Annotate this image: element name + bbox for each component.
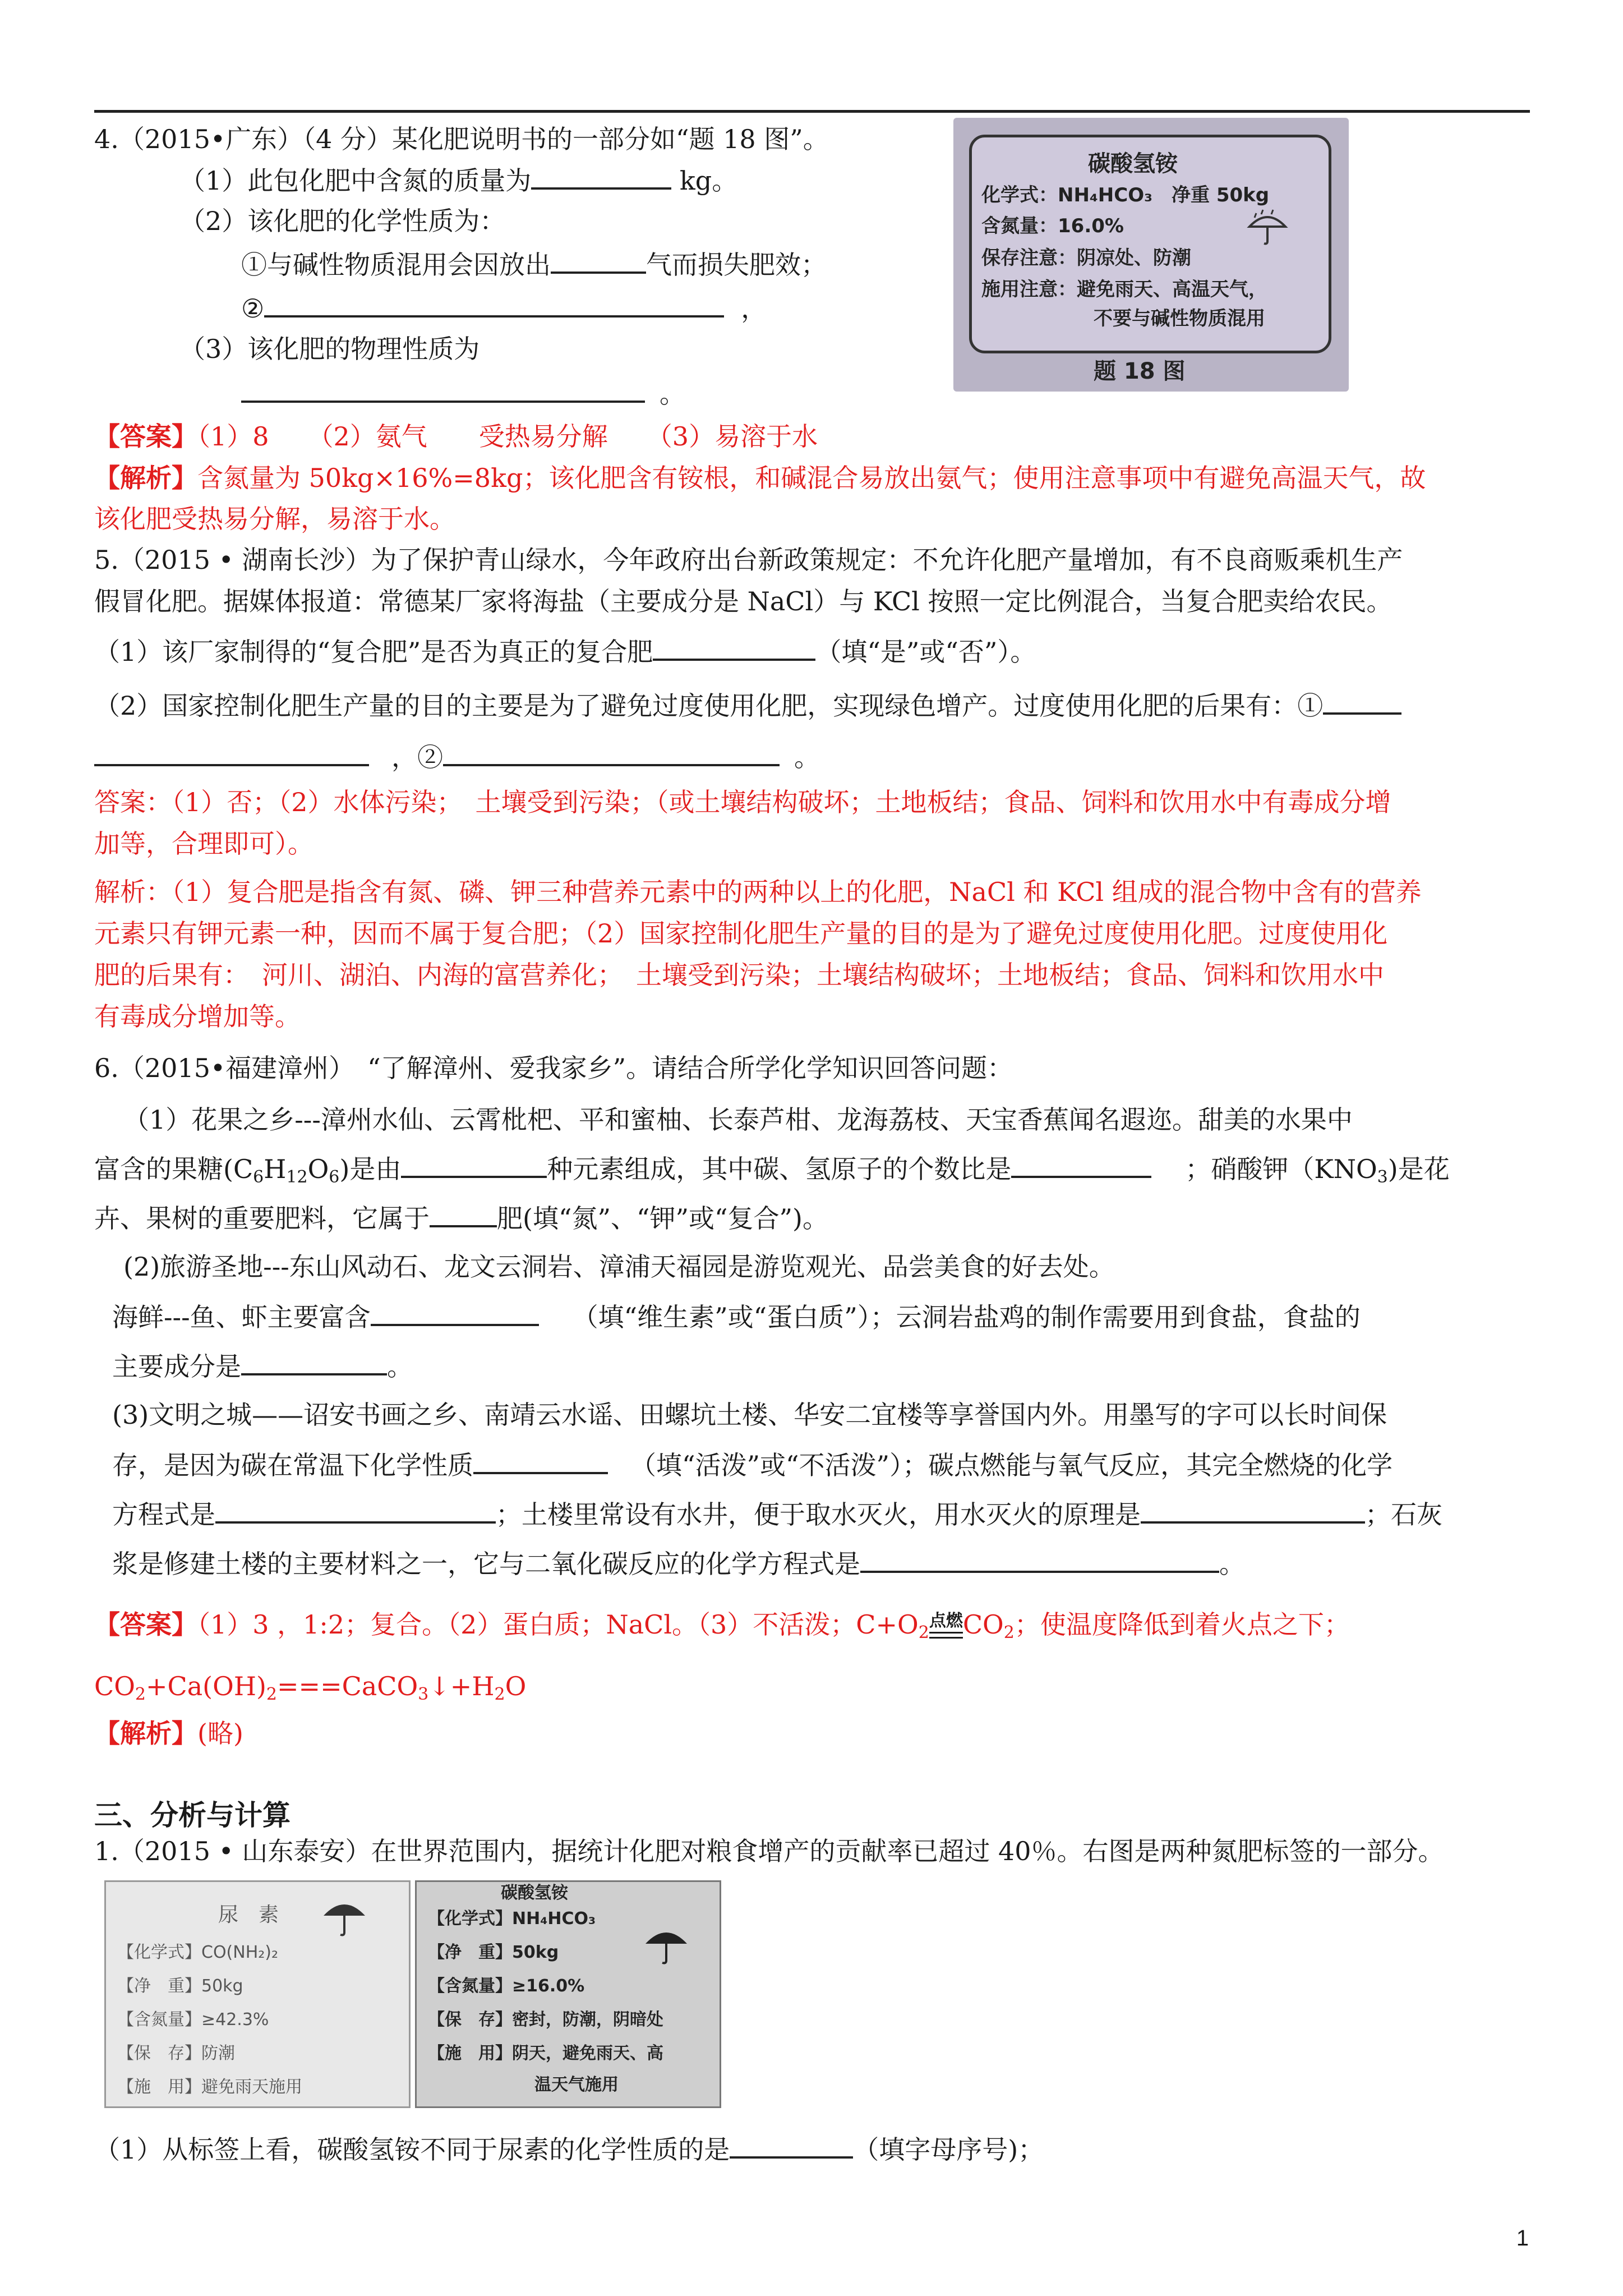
q6-line-3: 卉、果树的重要肥料，它属于 肥(填“氮”、“钾”或“复合”)。 (94, 1200, 828, 1235)
answer-blank[interactable] (1011, 1151, 1151, 1178)
q4-part3-blank: 。 (241, 376, 685, 411)
ignite-condition: 点燃 (929, 1608, 963, 1641)
answer-blank[interactable] (94, 739, 369, 766)
q6-line-9: 方程式是 ；土楼里常设有水井，便于取水灭火，用水灭火的原理是 ；石灰 (112, 1497, 1442, 1531)
page-number: 1 (1516, 2226, 1529, 2251)
q4-part1: （1）此包化肥中含氮的质量为 kg。 (179, 163, 737, 197)
q5-answer-1: 答案：（1）否；（2）水体污染； 土壤受到污染；（或土壤结构破坏；土地板结；食品、饲料和饮用水中有毒成分增 (94, 787, 1391, 817)
answer-blank[interactable] (473, 1447, 608, 1474)
q6-line-4: (2)旅游圣地---东山风动石、龙文云洞岩、漳浦天福园是游览观光、品尝美食的好去处。 (123, 1251, 1115, 1282)
answer-blank[interactable] (730, 2132, 853, 2159)
urea-storage: 【保 存】防潮 (117, 2044, 235, 2063)
q6-line-1: （1）花果之乡---漳州水仙、云霄枇杷、平和蜜柚、长泰芦柑、龙海荔枝、天宝香蕉闻名遐迩。甜美的水果中 (123, 1105, 1353, 1135)
label-title: 碳酸氢铵 (1088, 151, 1178, 177)
answer-blank[interactable] (241, 1349, 387, 1375)
abc-usage-2: 温天气施用 (534, 2075, 619, 2095)
q5-part2: （2）国家控制化肥生产量的目的主要是为了避免过度使用化肥，实现绿色增产。过度使用化肥的后果有：① (94, 688, 1401, 723)
answer-blank[interactable] (1141, 1497, 1365, 1524)
q6-line-6: 主要成分是 。 (112, 1349, 413, 1383)
abc-usage-1: 【施 用】阴天，避免雨天、高 (428, 2044, 663, 2063)
q6-answer: 【答案】（1）3 ，1:2；复合。（2）蛋白质；NaCl。（3）不活泼；$C+O_2$ 点燃 $CO_2$；使温度降低到着火点之下； (94, 1608, 1350, 1650)
answer-blank[interactable] (551, 247, 646, 274)
q6-line-10: 浆是修建土楼的主要材料之一，它与二氧化碳反应的化学方程式是 。 (112, 1546, 1245, 1581)
q5-part2-cont: ，② 。 (94, 739, 820, 774)
answer-blank[interactable] (531, 163, 671, 190)
abc-title: 碳酸氢铵 (501, 1883, 568, 1903)
s3-q1-stem: 1.（2015 • 山东泰安）在世界范围内，据统计化肥对粮食增产的贡献率已超过 40％。右图是两种氮肥标签的一部分。 (94, 1836, 1444, 1866)
answer-blank[interactable] (241, 376, 645, 403)
q5-analysis-4: 有毒成分增加等。 (94, 1001, 301, 1032)
q5-stem-1: 5.（2015 • 湖南长沙）为了保护青山绿水，今年政府出台新政策规定：不允许化肥产量增加，有不良商贩乘机生产 (94, 545, 1403, 575)
q6-line-8: 存，是因为碳在常温下化学性质 （填“活泼”或“不活泼”）；碳点燃能与氧气反应，其完全燃烧的化学 (112, 1447, 1393, 1482)
section-title: 三、分析与计算 (94, 1799, 291, 1832)
q4-analysis-2: 该化肥受热易分解，易溶于水。 (94, 504, 455, 534)
header-rule (94, 110, 1530, 113)
answer-blank[interactable] (371, 1299, 539, 1326)
label-formula: 化学式：NH₄HCO₃ 净重 50kg (981, 184, 1270, 206)
fertilizer-label-photo (953, 118, 1349, 392)
figure-caption: 题 18 图 (1094, 358, 1186, 384)
q6-line-5: 海鲜---鱼、虾主要富含 （填“维生素”或“蛋白质”）；云洞岩盐鸡的制作需要用到食盐，食盐的 (112, 1299, 1361, 1334)
keep-dry-umbrella-icon (319, 1893, 370, 1938)
urea-label-photo (104, 1880, 411, 2108)
q6-line-2: 富含的果糖$(C_6H_{12}O_6)$是由 种元素组成，其中碳、氢原子的个数比是 ；硝酸钾$(KNO_3)$是花 (94, 1151, 1450, 1194)
answer-blank[interactable] (401, 1151, 547, 1178)
q5-answer-2: 加等，合理即可）。 (94, 829, 313, 859)
s3-q1-part1: （1）从标签上看，碳酸氢铵不同于尿素的化学性质的是 （填字母序号)； (94, 2132, 1044, 2166)
q4-part2-1: ①与碱性物质混用会因放出 气而损失肥效； (241, 247, 827, 282)
q5-stem-2: 假冒化肥。据媒体报道：常德某厂家将海盐（主要成分是 NaCl）与 KCl 按照一定比例混合，当复合肥卖给农民。 (94, 586, 1393, 616)
abc-storage: 【保 存】密封，防潮，阴暗处 (428, 2010, 663, 2030)
urea-formula: 【化学式】CO(NH₂)₂ (117, 1943, 279, 1962)
q5-analysis-3: 肥的后果有： 河川、湖泊、内海的富营养化； 土壤受到污染；土壤结构破坏；土地板结；食品、饲料和饮用水中 (94, 960, 1384, 990)
q6-answer-equation: $CO_2+Ca(OH)_2===CaCO_3↓+H_2O$ (94, 1671, 527, 1704)
answer-blank[interactable] (215, 1497, 496, 1524)
q5-analysis-1: 解析：（1）复合肥是指含有氮、磷、钾三种营养元素中的两种以上的化肥，NaCl 和 KCl 组成的混合物中含有的营养 (94, 877, 1422, 907)
answer-blank[interactable] (443, 739, 780, 766)
q4-answer: 【答案】（1）8 （2）氨气 受热易分解 （3）易溶于水 (94, 421, 818, 452)
urea-usage: 【施 用】避免雨天施用 (117, 2077, 302, 2097)
label-usage-1: 施用注意：避免雨天、高温天气， (981, 278, 1267, 301)
q6-stem: 6.（2015•福建漳州） “了解漳州、爱我家乡”。请结合所学化学知识回答问题： (94, 1053, 1013, 1083)
abc-weight: 【净 重】50kg (428, 1943, 559, 1962)
keep-dry-umbrella-icon (1245, 208, 1290, 247)
q6-line-7: (3)文明之城——诏安书画之乡、南靖云水谣、田螺坑土楼、华安二宜楼等享誉国内外。用墨写的字可以长时间保 (112, 1400, 1387, 1430)
urea-title: 尿 素 (218, 1903, 279, 1926)
q4-part3: （3）该化肥的物理性质为 (179, 334, 480, 364)
q4-part2: （2）该化肥的化学性质为： (179, 206, 506, 236)
urea-weight: 【净 重】50kg (117, 1976, 243, 1996)
label-storage: 保存注意：阴凉处、防潮 (981, 247, 1191, 269)
keep-dry-umbrella-icon (641, 1921, 691, 1966)
q5-part1: （1）该厂家制得的“复合肥”是否为真正的复合肥 （填“是”或“否”）。 (94, 634, 1036, 669)
ammonium-bicarbonate-label-photo (415, 1880, 721, 2108)
urea-nitrogen: 【含氮量】≥42.3% (117, 2010, 269, 2030)
label-usage-2: 不要与碱性物质混用 (1094, 307, 1265, 330)
q4-stem: 4.（2015•广东）（4 分）某化肥说明书的一部分如“题 18 图”。 (94, 124, 829, 154)
abc-formula: 【化学式】NH₄HCO₃ (428, 1909, 596, 1929)
answer-blank[interactable] (1323, 688, 1401, 715)
abc-nitrogen: 【含氮量】≥16.0% (428, 1976, 585, 1996)
q4-part2-2: ② ， (241, 291, 767, 325)
answer-blank[interactable] (430, 1200, 497, 1227)
answer-blank[interactable] (264, 291, 724, 318)
q5-analysis-2: 元素只有钾元素一种，因而不属于复合肥；（2）国家控制化肥生产量的目的是为了避免过度使用化肥。过度使用化 (94, 918, 1388, 949)
label-nitrogen: 含氮量：16.0% (981, 215, 1124, 237)
q4-analysis-1: 【解析】含氮量为 50kg×16%=8kg；该化肥含有铵根，和碱混合易放出氨气；使用注意事项中有避免高温天气，故 (94, 463, 1426, 493)
answer-blank[interactable] (653, 634, 815, 661)
q6-analysis: 【解析】(略) (94, 1718, 243, 1749)
answer-blank[interactable] (860, 1546, 1219, 1573)
